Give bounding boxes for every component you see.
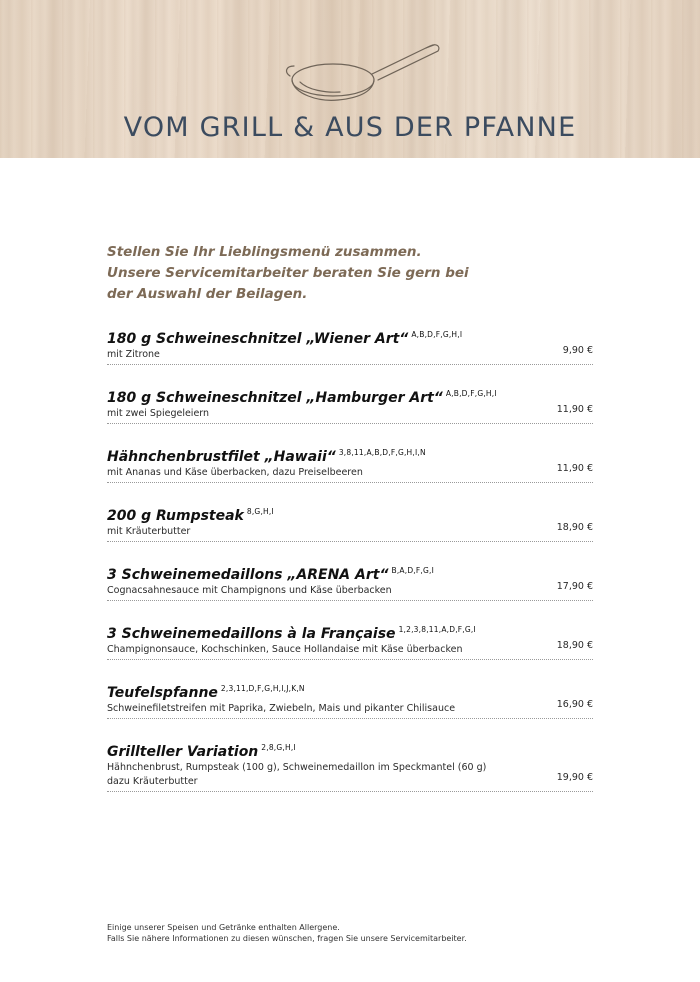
menu-item-name: 180 g Schweineschnitzel „Wiener Art“ [107, 331, 409, 347]
footer-line: Falls Sie nähere Informationen zu diesen wünschen, fragen Sie unsere Servicemitarbeiter. [107, 934, 467, 943]
intro-line: der Auswahl der Beilagen. [107, 286, 308, 302]
intro-line: Stellen Sie Ihr Lieblingsmenü zusammen. [107, 244, 422, 260]
menu-item-name: 3 Schweinemedaillons „ARENA Art“ [107, 567, 389, 583]
menu-item-price: 19,90 € [556, 772, 593, 783]
menu-item [107, 326, 593, 365]
menu-item-price: 17,90 € [556, 581, 593, 592]
allergen-codes: 1,2,3,8,11,A,D,F,G,I [398, 625, 476, 634]
menu-item-title [107, 739, 593, 761]
menu-item-name: 3 Schweinemedaillons à la Française [107, 626, 396, 642]
allergen-notice [107, 922, 467, 944]
menu-item-description: mit zwei Spiegeleiern [107, 408, 210, 419]
menu-item-name: Grillteller Variation [107, 744, 259, 760]
menu-item-price: 18,90 € [556, 640, 593, 651]
menu-item-title [107, 680, 593, 702]
menu-item-title [107, 503, 593, 525]
menu-item-title [107, 444, 593, 466]
menu-item-title [107, 385, 593, 407]
menu-item-title [107, 326, 593, 348]
menu-item-price: 11,90 € [556, 463, 593, 474]
menu-item-name: Hähnchenbrustfilet „Hawaii“ [107, 449, 336, 465]
menu-item-description: dazu Kräuterbutter [107, 776, 198, 787]
allergen-codes: 2,3,11,D,F,G,H,I,J,K,N [220, 684, 305, 693]
menu-item-description: Cognacsahnesauce mit Champignons und Käse überbacken [107, 585, 392, 596]
allergen-codes: A,B,D,F,G,H,I [411, 330, 463, 339]
menu-item-price: 16,90 € [556, 699, 593, 710]
menu-item [107, 385, 593, 424]
menu-item-price: 18,90 € [556, 522, 593, 533]
menu-item-name: Teufelspfanne [107, 685, 218, 701]
menu-item-description: Hähnchenbrust, Rumpsteak (100 g), Schweinemedaillon im Speckmantel (60 g) [107, 762, 487, 773]
menu-item-title [107, 621, 593, 643]
wood-header-banner [0, 0, 700, 158]
menu-item-description: mit Kräuterbutter [107, 526, 191, 537]
menu-item [107, 621, 593, 660]
allergen-codes: A,B,D,F,G,H,I [445, 389, 497, 398]
menu-item-price: 9,90 € [562, 345, 593, 356]
intro-text [107, 242, 527, 305]
menu-item [107, 680, 593, 719]
menu-item-name: 200 g Rumpsteak [107, 508, 244, 524]
menu-item-name: 180 g Schweineschnitzel „Hamburger Art“ [107, 390, 443, 406]
menu-item-price: 11,90 € [556, 404, 593, 415]
menu-item-description: Champignonsauce, Kochschinken, Sauce Hollandaise mit Käse überbacken [107, 644, 463, 655]
footer-line: Einige unserer Speisen und Getränke enthalten Allergene. [107, 923, 340, 932]
intro-line: Unsere Servicemitarbeiter beraten Sie gern bei [107, 265, 469, 281]
menu-item [107, 562, 593, 601]
allergen-codes: 2,8,G,H,I [261, 743, 296, 752]
frying-pan-icon [278, 36, 448, 106]
menu-item [107, 444, 593, 483]
allergen-codes: B,A,D,F,G,I [391, 566, 434, 575]
menu-list [107, 326, 593, 792]
allergen-codes: 3,8,11,A,B,D,F,G,H,I,N [338, 448, 426, 457]
menu-item-description: mit Ananas und Käse überbacken, dazu Preiselbeeren [107, 467, 363, 478]
menu-item [107, 503, 593, 542]
menu-item-title [107, 562, 593, 584]
page-title: VOM GRILL & AUS DER PFANNE [123, 112, 577, 143]
menu-item-description: Schweinefiletstreifen mit Paprika, Zwiebeln, Mais und pikanter Chilisauce [107, 703, 456, 714]
menu-item [107, 739, 593, 792]
allergen-codes: 8,G,H,I [246, 507, 274, 516]
menu-item-description: mit Zitrone [107, 349, 160, 360]
